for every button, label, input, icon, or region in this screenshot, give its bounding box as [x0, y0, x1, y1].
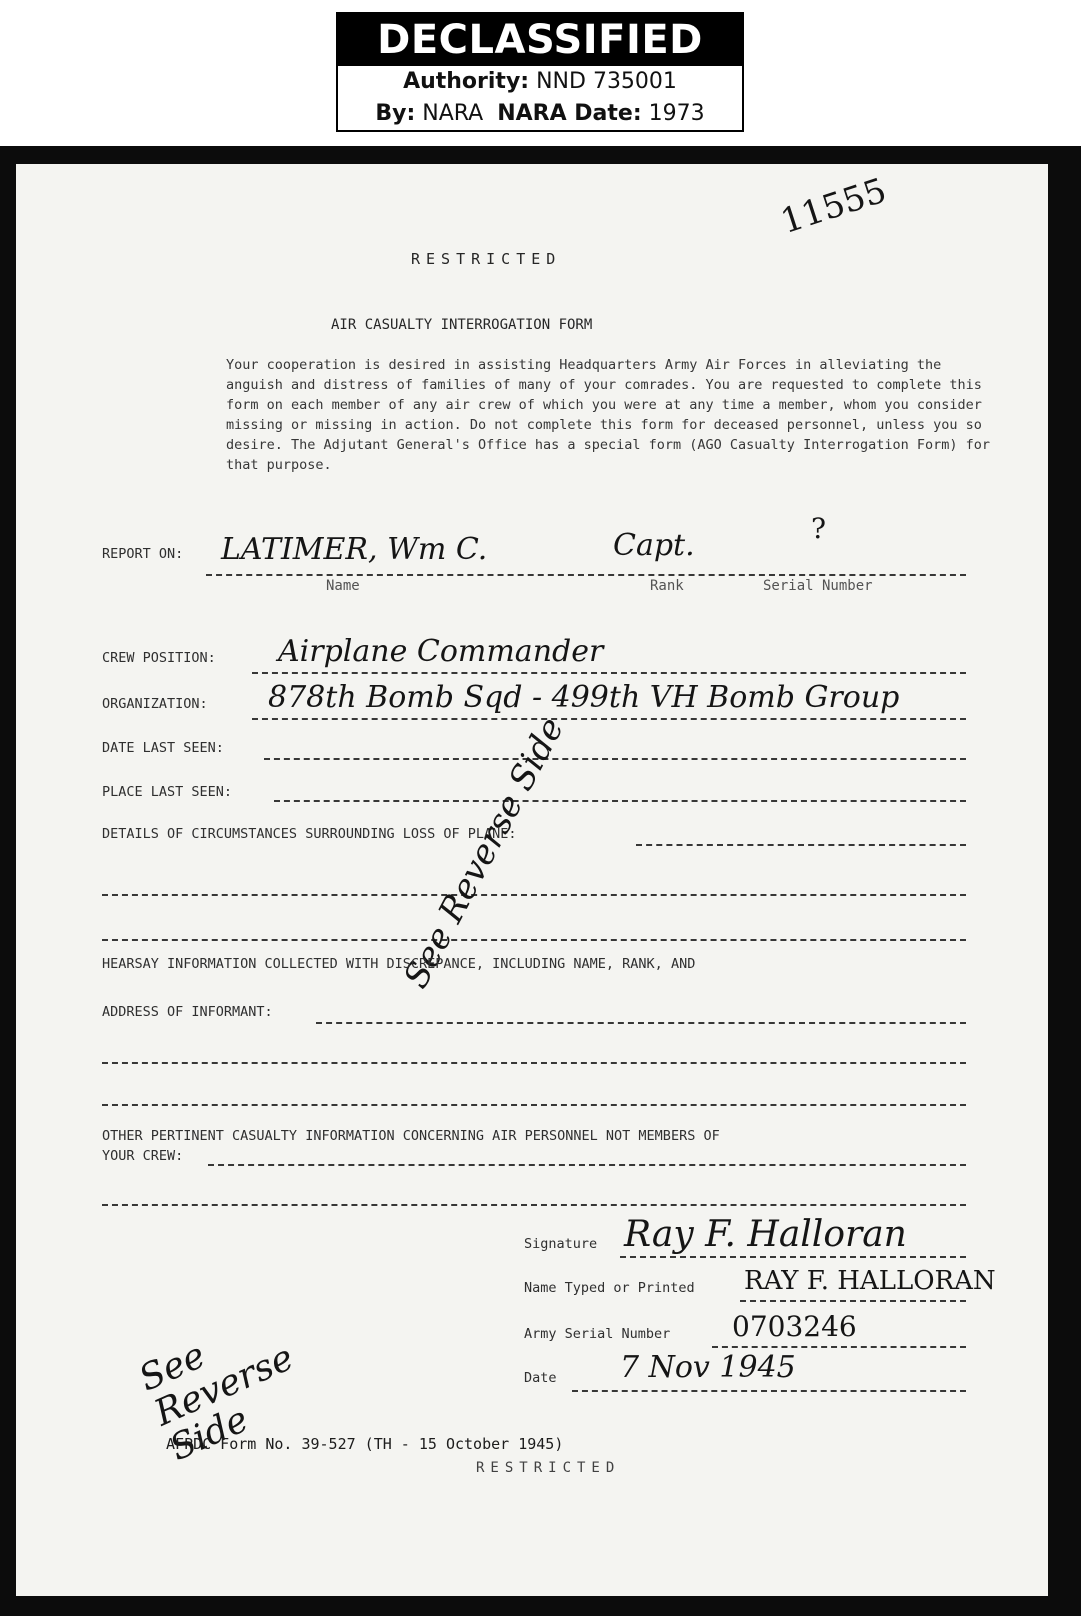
form-number: AFPDC Form No. 39-527 (TH - 15 October 1945) — [166, 1435, 564, 1453]
date-label: Date — [524, 1370, 557, 1386]
place-last-seen-label: PLACE LAST SEEN: — [102, 784, 233, 800]
stamp-by-label: By: — [375, 101, 416, 126]
stamp-by-value: NARA — [422, 101, 484, 126]
organization-value: 878th Bomb Sqd - 499th VH Bomb Group — [268, 680, 900, 715]
date-last-seen-line — [264, 758, 966, 760]
report-on-rank: Capt. — [613, 528, 695, 563]
details-line-3 — [102, 939, 966, 941]
other-line-1 — [208, 1164, 966, 1166]
signature-label: Signature — [524, 1236, 598, 1252]
stamp-date-value: 1973 — [648, 101, 705, 126]
hearsay-label: HEARSAY INFORMATION COLLECTED WITH DISCREPANCE, INCLUDING NAME, RANK, AND — [102, 956, 696, 972]
scanned-page — [0, 146, 1081, 1616]
date-line — [572, 1390, 966, 1392]
stamp-date-label: NARA Date: — [497, 101, 642, 126]
file-number: 11555 — [776, 170, 892, 243]
hearsay-line-2 — [102, 1062, 966, 1064]
other-label: OTHER PERTINENT CASUALTY INFORMATION CONCERNING AIR PERSONNEL NOT MEMBERS OF — [102, 1128, 720, 1144]
crew-position-value: Airplane Commander — [278, 634, 604, 669]
signature-value: Ray F. Halloran — [624, 1214, 907, 1255]
date-value: 7 Nov 1945 — [620, 1350, 796, 1385]
report-on-label: REPORT ON: — [102, 546, 184, 562]
report-on-name: LATIMER, Wm C. — [221, 532, 488, 567]
crew-position-label: CREW POSITION: — [102, 650, 216, 666]
hearsay-line-1 — [316, 1022, 966, 1024]
name-typed-label: Name Typed or Printed — [524, 1280, 695, 1296]
form-paper — [16, 164, 1048, 1596]
stamp-authority-label: Authority: — [403, 69, 530, 94]
header-restricted: RESTRICTED — [411, 250, 562, 268]
margin-note: See Reverse Side — [133, 1334, 300, 1470]
form-title: AIR CASUALTY INTERROGATION FORM — [331, 317, 593, 333]
hearsay-line-3 — [102, 1104, 966, 1106]
other-line-2 — [102, 1204, 966, 1206]
details-line-1 — [636, 844, 966, 846]
stamp-title: DECLASSIFIED — [338, 14, 742, 66]
details-label: DETAILS OF CIRCUMSTANCES SURROUNDING LOSS OF PLANE: — [102, 826, 517, 842]
details-note: See Reverse Side — [396, 711, 573, 995]
army-serial-line — [712, 1346, 966, 1348]
declassified-stamp — [336, 12, 744, 132]
intro-paragraph: Your cooperation is desired in assisting Headquarters Army Air Forces in alleviating the anguish and distress of families of many of your comrades. You are requested to complete this form on each member of any air crew of which you were at any time a member, whom you consider missing or missing in action. Do not complete this form for deceased personnel, unless you so desire. The Adjutant General's Office has a special form (AGO Casualty Interrogation Form) for that purpose. — [226, 357, 991, 473]
place-last-seen-line — [274, 800, 966, 802]
army-serial-label: Army Serial Number — [524, 1326, 671, 1342]
stamp-authority-value: NND 735001 — [536, 69, 677, 94]
name-caption: Name — [326, 578, 360, 594]
name-typed-value: RAY F. HALLORAN — [744, 1266, 996, 1296]
stamp-by-line — [338, 98, 742, 130]
details-line-2 — [102, 894, 966, 896]
footer-restricted: RESTRICTED — [476, 1460, 621, 1476]
organization-label: ORGANIZATION: — [102, 696, 208, 712]
stamp-authority-line — [338, 66, 742, 98]
report-on-line — [206, 574, 966, 576]
army-serial-value: 0703246 — [732, 1310, 857, 1343]
organization-line — [252, 718, 966, 720]
date-last-seen-label: DATE LAST SEEN: — [102, 740, 224, 756]
hearsay-label-2: ADDRESS OF INFORMANT: — [102, 1004, 273, 1020]
report-on-serial: ? — [811, 512, 827, 545]
other-label-2: YOUR CREW: — [102, 1148, 184, 1164]
name-typed-line — [740, 1300, 966, 1302]
serial-caption: Serial Number — [763, 578, 873, 594]
signature-line — [620, 1256, 966, 1258]
crew-position-line — [252, 672, 966, 674]
rank-caption: Rank — [650, 578, 684, 594]
